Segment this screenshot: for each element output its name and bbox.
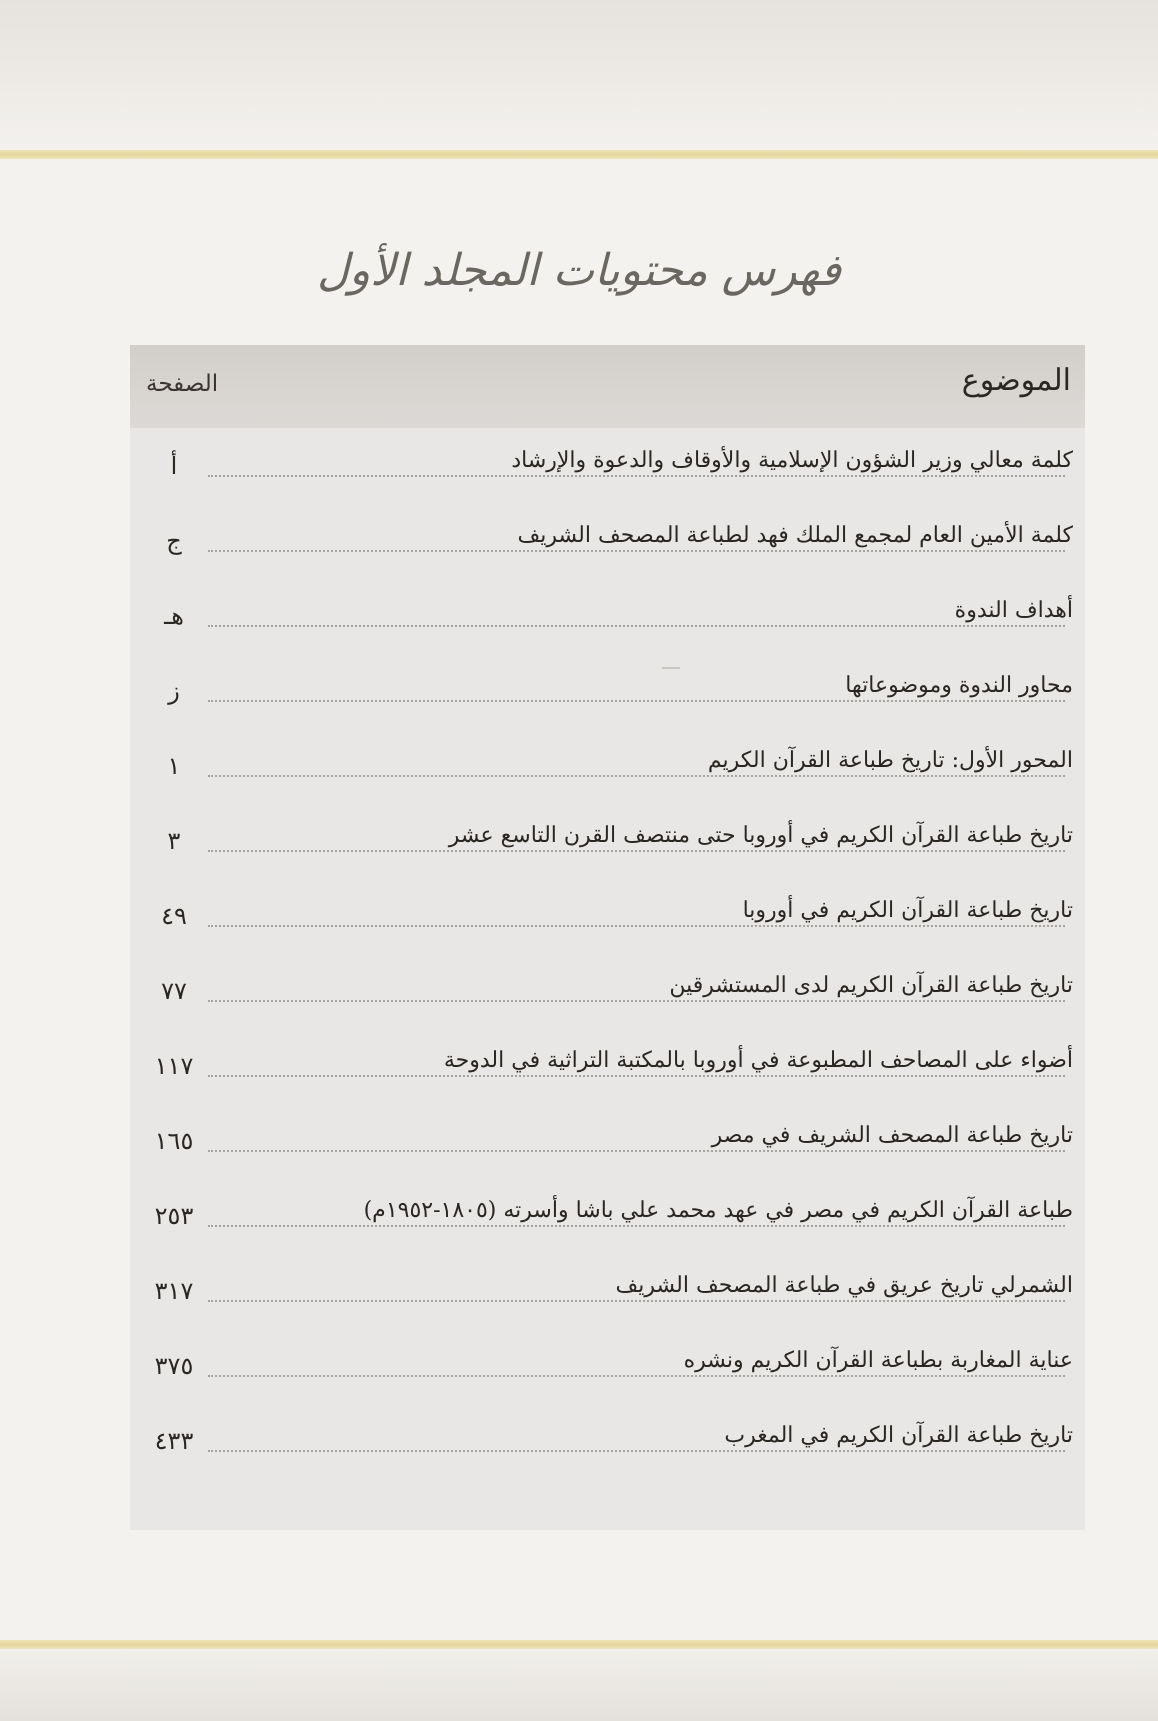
toc-entry-page: ١٦٥ [154,1127,194,1155]
dot-leader [208,475,1065,477]
dot-leader [208,1000,1065,1002]
toc-entry-title: طباعة القرآن الكريم في مصر في عهد محمد علي باشا وأسرته (١٨٠٥-١٩٥٢م) [354,1198,1073,1223]
toc-entry-page: ١١٧ [154,1052,194,1080]
dot-leader [208,625,1065,627]
toc-entry[interactable] [130,1117,1085,1173]
toc-entry-page: ٧٧ [161,977,187,1005]
dot-leader [208,1375,1065,1377]
dot-leader [208,925,1065,927]
page-title: فهرس محتويات المجلد الأول [317,245,841,296]
toc-entry-title: المحور الأول: تاريخ طباعة القرآن الكريم [698,748,1073,773]
toc-entry[interactable] [130,967,1085,1023]
top-margin-shade [0,0,1158,150]
toc-entry-title: أهداف الندوة [945,598,1073,623]
toc-entry-title: تاريخ طباعة القرآن الكريم في المغرب [714,1423,1073,1448]
toc-entry[interactable] [130,667,1085,723]
toc-entry[interactable] [130,892,1085,948]
toc-entry-page: ٢٥٣ [154,1202,194,1230]
dot-leader [208,1300,1065,1302]
dot-leader [208,775,1065,777]
toc-entry-page: ٤٣٣ [154,1427,194,1455]
toc-entry-title: تاريخ طباعة القرآن الكريم لدى المستشرقين [659,973,1073,998]
table-of-contents [130,345,1085,1530]
dot-leader [208,1225,1065,1227]
toc-entry-page: هـ [164,602,184,630]
toc-entry[interactable] [130,442,1085,498]
toc-header [130,345,1085,428]
toc-entry[interactable] [130,1267,1085,1323]
toc-entry-page: ٣ [167,827,181,855]
page-column-header: الصفحة [146,371,219,397]
toc-entry-title: أضواء على المصاحف المطبوعة في أوروبا بالمكتبة التراثية في الدوحة [434,1048,1073,1073]
dot-leader [208,850,1065,852]
toc-entry-page: ٣٧٥ [154,1352,194,1380]
toc-entry-page: ١ [167,752,181,780]
toc-entry-title: كلمة الأمين العام لمجمع الملك فهد لطباعة المصحف الشريف [508,523,1074,548]
toc-entry-page: أ [170,452,178,480]
toc-entry[interactable] [130,817,1085,873]
toc-entry[interactable] [130,1192,1085,1248]
toc-entry-page: ٣١٧ [154,1277,194,1305]
toc-entry-page: ز [168,677,180,705]
toc-entry-title: تاريخ طباعة القرآن الكريم في أوروبا [733,898,1073,923]
toc-entry[interactable] [130,1042,1085,1098]
paper-speck [662,667,680,669]
topic-column-header: الموضوع [961,363,1071,398]
toc-entry[interactable] [130,742,1085,798]
toc-entry[interactable] [130,1417,1085,1473]
toc-entry-title: محاور الندوة وموضوعاتها [835,673,1073,698]
bottom-gold-rule [0,1640,1158,1649]
toc-entry-page: ج [166,527,182,555]
toc-entry[interactable] [130,1342,1085,1398]
top-gold-rule [0,150,1158,159]
toc-entry-title: كلمة معالي وزير الشؤون الإسلامية والأوقاف والدعوة والإرشاد [501,448,1073,473]
toc-entry-title: تاريخ طباعة القرآن الكريم في أوروبا حتى منتصف القرن التاسع عشر [439,823,1073,848]
toc-entry-page: ٤٩ [161,902,187,930]
bottom-margin-shade [0,1649,1158,1721]
toc-entry[interactable] [130,517,1085,573]
dot-leader [208,1450,1065,1452]
toc-entry-title: تاريخ طباعة المصحف الشريف في مصر [702,1123,1073,1148]
toc-entry-title: عناية المغاربة بطباعة القرآن الكريم ونشره [674,1348,1073,1373]
toc-entry-title: الشمرلي تاريخ عريق في طباعة المصحف الشريف [606,1273,1074,1298]
dot-leader [208,1075,1065,1077]
dot-leader [208,1150,1065,1152]
dot-leader [208,700,1065,702]
dot-leader [208,550,1065,552]
toc-entry[interactable] [130,592,1085,648]
